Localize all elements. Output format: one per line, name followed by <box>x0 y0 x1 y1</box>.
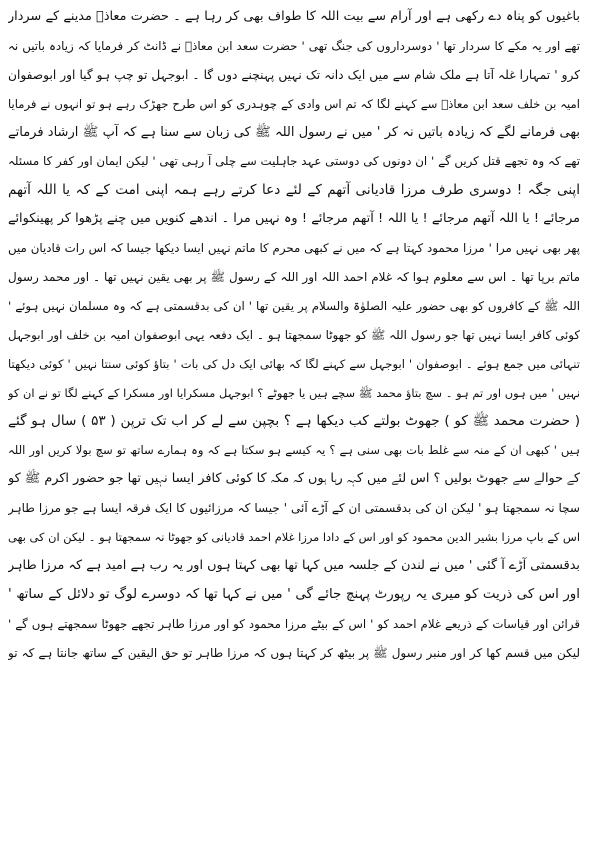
text-line: ماتم برپا تھا ۔ اس سے معلوم ہوا کہ غلام احمد اللہ اور اللہ کے رسول ﷺ پر بھی یقین نہیں تھا ۔ اور محمد رسول <box>8 270 580 285</box>
text-line: کوئی کافر ایسا نہیں تھا جو رسول اللہ ﷺ کو جھوٹا سمجھتا ہو ۔ ایک دفعہ یہی ابوصفوان امیہ بن خلف اور ابوجہل <box>8 327 580 342</box>
text-line: اور اس کی ذریت کو میری یہ رپورٹ پہنچ جائے گی ' میں نے کہا تھا کہ دوسرے لوگ تو دلائل کے ساتھ ' <box>8 586 580 602</box>
text-line: سچا نہ سمجھتا ہو ' لیکن ان کی بدقسمتی ان کے آڑے آئی ' جیسا کہ مرزائیوں کا ایک فرقہ ایسا ہے جو مرزا طاہر <box>8 501 580 516</box>
text-line: مرجائے ! یا اللہ آتھم مرجائے ! یا اللہ ! آتھم مرجائے ! وہ نہیں مرا ۔ اندھے کنویں میں چنے پڑھوا کر پھینکوائے <box>8 211 580 227</box>
text-line: اس کے باپ مرزا بشیر الدین محمود کو اور اس کے دادا مرزا غلام احمد قادیانی کو جھوٹا نہ سمجھتا ہو ۔ لیکن ان کی بھی <box>8 530 580 545</box>
text-line: کے حوالے سے جھوٹ بولیں ؟ اس لئے میں کہہ رہا ہوں کہ مکہ کا کوئی کافر ایسا نہیں تھا جو حضور اکرم ﷺ کو <box>8 471 580 487</box>
text-line: باغیوں کو پناہ دے رکھی ہے اور آرام سے بیت اللہ کا طواف بھی کر رہا ہے ۔ حضرت معاذؓ مدینے کے سردار <box>8 9 580 24</box>
text-line: بھی فرمانے لگے کہ زیادہ باتیں نہ کر ' میں نے رسول اللہ ﷺ کی زبان سے سنا ہے کہ آپ ﷺ ارشاد فرماتے <box>8 124 580 140</box>
text-line: قرائن اور قیاسات کے ذریعے غلام احمد کو ' اس کے بیٹے مرزا محمود کو اور مرزا طاہر تجھے جھوٹا سمجھتے ہوں گے ' <box>8 616 580 631</box>
text-line: تھے اور یہ مکے کا سردار تھا ' دوسرداروں کی جنگ تھی ' حضرت سعد ابن معاذؓ نے ڈانٹ کر فرمایا کہ زیادہ باتیں نہ <box>8 38 580 53</box>
text-line: لیکن میں قسم کھا کر اور منبر رسول ﷺ پر بیٹھ کر کہتا ہوں کہ مرزا طاہر تو حق الیقین کے ساتھ جانتا ہے کہ تو <box>8 645 580 660</box>
text-line: تھے کہ وہ تجھے قتل کریں گے ' ان دونوں کی دوستی عہد جاہلیت سے چلی آ رہی تھی ' لیکن ایمان اور کفر کا مسئلہ <box>8 154 580 169</box>
text-line: تنہائی میں جمع ہوئے ۔ ابوصفوان ' ابوجہل سے کہنے لگا کہ بھائی ایک دل کی بات ' بتاؤ کوئی سنتا نہیں ' کوئی دیکھتا <box>8 356 580 371</box>
text-line: اپنی جگہ ! دوسری طرف مرزا قادیانی آتھم کے لئے دعا کرتے رہے ہمہ اپنی امت کے کہ یا اللہ آتھم <box>8 182 580 199</box>
text-line: ( حضرت محمد ﷺ کو ) جھوٹ بولتے کب دیکھا ہے ؟ بچپن سے لے کر اب تک ترپن ( ۵۳ ) سال ہو گئے <box>8 413 580 430</box>
text-line: بدقسمتی آڑے آ گئی ' میں نے لندن کے جلسہ میں کہا تھا بھی کہتا ہوں اور یہ رب ہے امید ہے کہ مرزا طاہر <box>8 557 580 573</box>
text-line: اللہ ﷺ کے کافروں کو بھی حضور علیہ الصلوٰۃ والسلام پر یقین تھا ' ان کی بدقسمتی ہے کہ وہ مسلمان نہیں ہوئے ' <box>8 298 580 313</box>
text-line: کرو ' تمہارا غلہ آتا ہے ملک شام سے میں ایک دانہ تک نہیں پہنچنے دوں گا ۔ ابوجہل تو چپ ہو گیا اور ابوصفوان <box>8 67 580 82</box>
text-line: امیہ بن خلف سعد ابن معاذؓ سے کہنے لگا کہ تم اس وادی کے چوہدری کو اس طرح جھڑک رہے ہو تو انہوں نے فرمایا <box>8 96 580 111</box>
text-line: نہیں ' میں ہوں اور تم ہو ۔ سچ بتاؤ محمد ﷺ سچے ہیں یا جھوٹے ؟ ابوجہل مسکرایا اور مسکرا کے کہنے لگا تو نے ان کو <box>8 385 580 400</box>
text-line: ہیں ' کبھی ان کے منہ سے غلط بات بھی سنی ہے ؟ یہ کیسے ہو سکتا ہے کہ وہ ہمارے ساتھ تو سچ بولا کریں اور اللہ <box>8 443 580 458</box>
text-line: پھر بھی نہیں مرا ' مرزا محمود کہتا ہے کہ میں نے کبھی محرم کا ماتم نہیں ایسا دیکھا جیسا کہ اس رات قادیان میں <box>8 241 580 256</box>
